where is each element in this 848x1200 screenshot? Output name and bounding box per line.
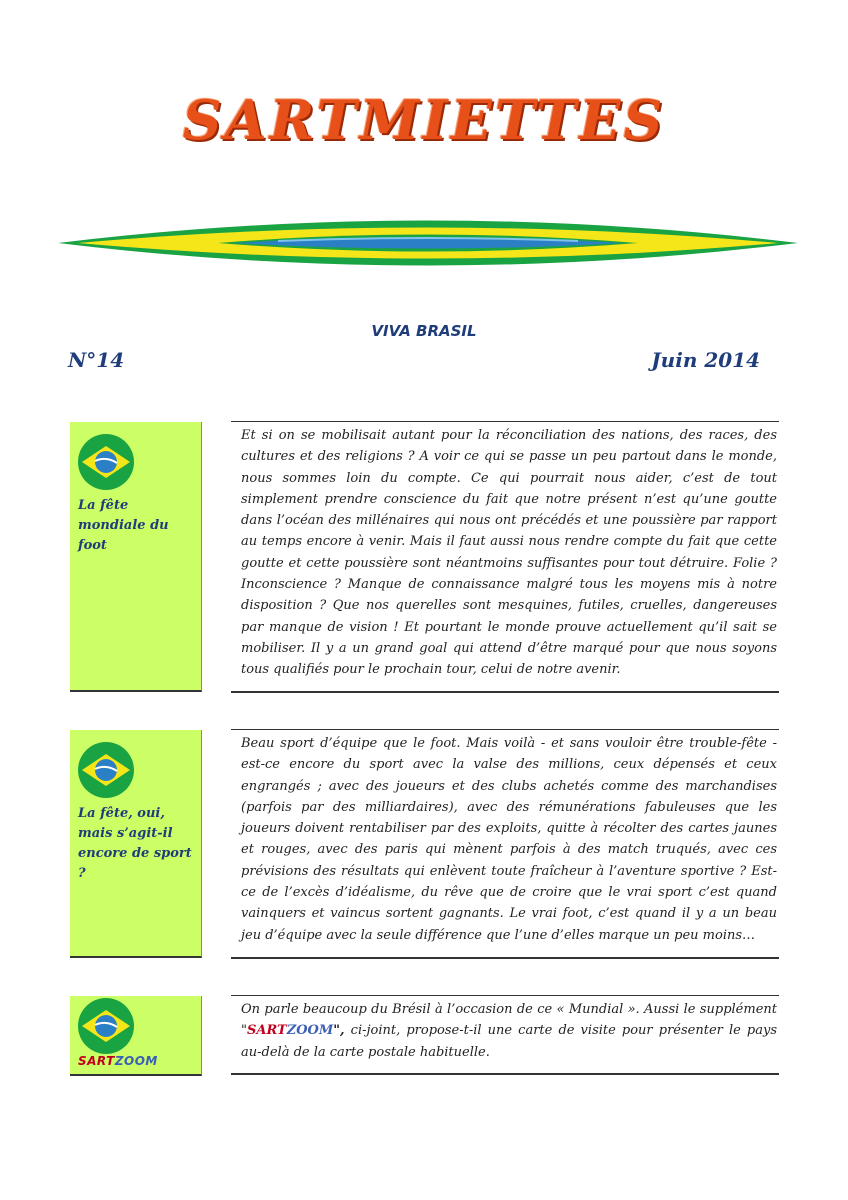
section-caption: La fête mondiale du foot bbox=[78, 498, 169, 553]
article-text-3-before: On parle beaucoup du Brésil à l’occasion de ce « Mundial ». Aussi le supplément " bbox=[241, 1002, 777, 1039]
article-text-1: Et si on se mobilisait autant pour la réconciliation des nations, des races, des cultures et des religions ? A voir ce qui se passe un peu partout dans le monde, nous sommes loin du compte. Ce qui pourrait nous aider, c’est de tout simplement prendre conscience du fait que notre présent n’est qu’une goutte dans l’océan des millénaires qui nous ont précédés et une poussière par rapport au temps encore à venir. Mais il faut aussi nous rendre compte du fait que cette goutte et cette poussière sont néantmoins suffisantes pour tout détruire. Folie ? Inconscience ? Manque de connaissance malgré tous les moyens mis à notre disposition ? Que nos querelles sont mesquines, futiles, cruelles, dangereuses par manque de vision ! Et pourtant le monde prouve actuellement qu’il sait se mobiliser. Il y a un grand goal qui attend d’être marqué pour que nous soyons tous qualifiés pour le prochain tour, celui de notre avenir. bbox=[231, 421, 779, 693]
issue-number: N°14 bbox=[68, 348, 125, 372]
article-text-2: Beau sport d’équipe que le foot. Mais voilà - et sans vouloir être trouble-fête - est-ce encore du sport avec la valse des millions, ceux dépensés et ceux engrangés ; avec des joueurs et des clubs achetés comme des marchandises (parfois par des milliardaires), avec des rémunérations fabuleuses que les joueurs doivent rentabiliser par des exploits, quitte à récolter des cartes jaunes et rouges, avec des paris qui mènent parfois à des match truqués, avec ces prévisions des résultats qui enlèvent toute fraîcheur à l’aventure sportive ? Est-ce de l’excès d’idéalisme, du rêve que de croire que le vrai sport c’est quand vainquers et vaincus sortent gagnants. Le vrai foot, c’est quand il y a un beau jeu d’équipe avec la seule différence que l’une d’elles marque un peu moins… bbox=[231, 729, 779, 959]
sidebar-box-2 bbox=[70, 730, 202, 958]
sartzoom-inline-part2: ZOOM bbox=[286, 1023, 334, 1039]
sidebar-box-3 bbox=[70, 996, 202, 1076]
issue-date: Juin 2014 bbox=[651, 348, 760, 372]
sartzoom-inline-part1: SART bbox=[246, 1023, 287, 1039]
brazil-flag-icon bbox=[78, 998, 134, 1054]
article-text-3-after: ci-joint, propose-t-il une carte de visite pour présenter le pays au-delà de la carte postale habituelle. bbox=[241, 1023, 777, 1060]
section-caption: La fête, oui, mais s’agit-il encore de sport ? bbox=[78, 806, 192, 881]
article-text-3-mid: ", bbox=[333, 1023, 345, 1039]
sidebar-box-1 bbox=[70, 422, 202, 692]
issue-subtitle: VIVA BRASIL bbox=[371, 322, 477, 340]
brazil-banner-graphic bbox=[58, 208, 798, 278]
newsletter-title: SARTMIETTES bbox=[182, 88, 666, 152]
brazil-flag-icon bbox=[78, 434, 134, 490]
sartzoom-caption-part1: SART bbox=[78, 1054, 115, 1068]
brazil-flag-icon bbox=[78, 742, 134, 798]
sartzoom-caption bbox=[78, 1054, 158, 1068]
sartzoom-caption-part2: ZOOM bbox=[114, 1054, 158, 1068]
article-text-3 bbox=[231, 995, 779, 1075]
